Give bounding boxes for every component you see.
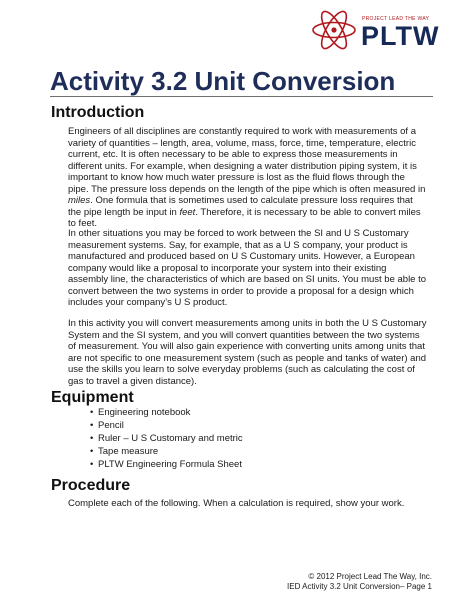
procedure-heading: Procedure [51, 477, 131, 494]
footer-copyright: © 2012 Project Lead The Way, Inc. [308, 572, 432, 581]
list-item [68, 432, 243, 445]
intro-p1-emphasis-miles: miles [68, 195, 91, 206]
list-item [68, 458, 243, 471]
equipment-item-label: Ruler – U S Customary and metric [98, 433, 243, 444]
procedure-text: Complete each of the following. When a calculation is required, show your work. [68, 498, 405, 509]
equipment-item-label: Pencil [98, 420, 124, 431]
intro-p1-text-c: . Therefore, it is necessary to be able to convert miles to feet. [68, 206, 421, 229]
intro-paragraph-3: In this activity you will convert measurements among units in both the U S Customary System and the SI system, and you will convert quantities between the two systems of measurement. You will also gain experience with converting units among units that are not specific to one measurement system (such as people and tanks of water) and use the skills you learn to solve everyday problems (such as calculating the cost of gas to travel a given distance). [68, 318, 427, 387]
equipment-item-label: Tape measure [98, 446, 159, 457]
logo-tagline: PROJECT LEAD THE WAY [362, 16, 430, 22]
intro-p1-text-b: . One formula that is sometimes used to calculate pressure loss requires that the pipe length be input in [68, 195, 413, 218]
atom-icon [310, 8, 358, 52]
list-item [68, 419, 243, 432]
list-item [68, 406, 243, 419]
introduction-heading: Introduction [51, 104, 145, 121]
bullet-icon: • [90, 433, 94, 444]
page-title: Activity 3.2 Unit Conversion [50, 66, 396, 96]
pltw-logo [310, 6, 470, 54]
equipment-heading: Equipment [51, 389, 134, 406]
intro-paragraph-2: In other situations you may be forced to work between the SI and U S Customary measurement systems. Say, for example, that as a U S company, your product is manufactured and produced based on U S Customary units. However, a European company would like a proposal to incorporate your system into their existing assembly line, the characteristics of which are based on SI units. You must be able to convert between the two systems in order to provide a proposal for a design which includes your company’s U S product. [68, 228, 427, 308]
intro-p1-emphasis-feet: feet [179, 206, 196, 218]
equipment-item-label: Engineering notebook [98, 407, 191, 418]
bullet-icon: • [90, 446, 94, 457]
bullet-icon: • [90, 459, 94, 470]
bullet-icon: • [90, 420, 94, 431]
logo-wordmark: PLTW [361, 21, 440, 51]
equipment-list [68, 406, 243, 471]
intro-paragraph-1 [68, 126, 428, 230]
title-divider [50, 96, 433, 97]
list-item [68, 445, 243, 458]
footer-page-ref: IED Activity 3.2 Unit Conversion– Page 1 [287, 582, 432, 591]
equipment-item-label: PLTW Engineering Formula Sheet [98, 459, 242, 470]
bullet-icon: • [90, 407, 94, 418]
intro-p1-text-a: Engineers of all disciplines are constantly required to work with measurements of a variety of quantities – length, area, volume, mass, force, time, temperature, electric current, etc. It is often necessary to be able to express those measurements in different units. For example, when designing a water distribution piping system, it is important to know how much water pressure is lost as the fluid flows through the pipe. The pressure loss depends on the length of the pipe which is often measured in [68, 126, 426, 195]
page-footer [287, 572, 432, 592]
